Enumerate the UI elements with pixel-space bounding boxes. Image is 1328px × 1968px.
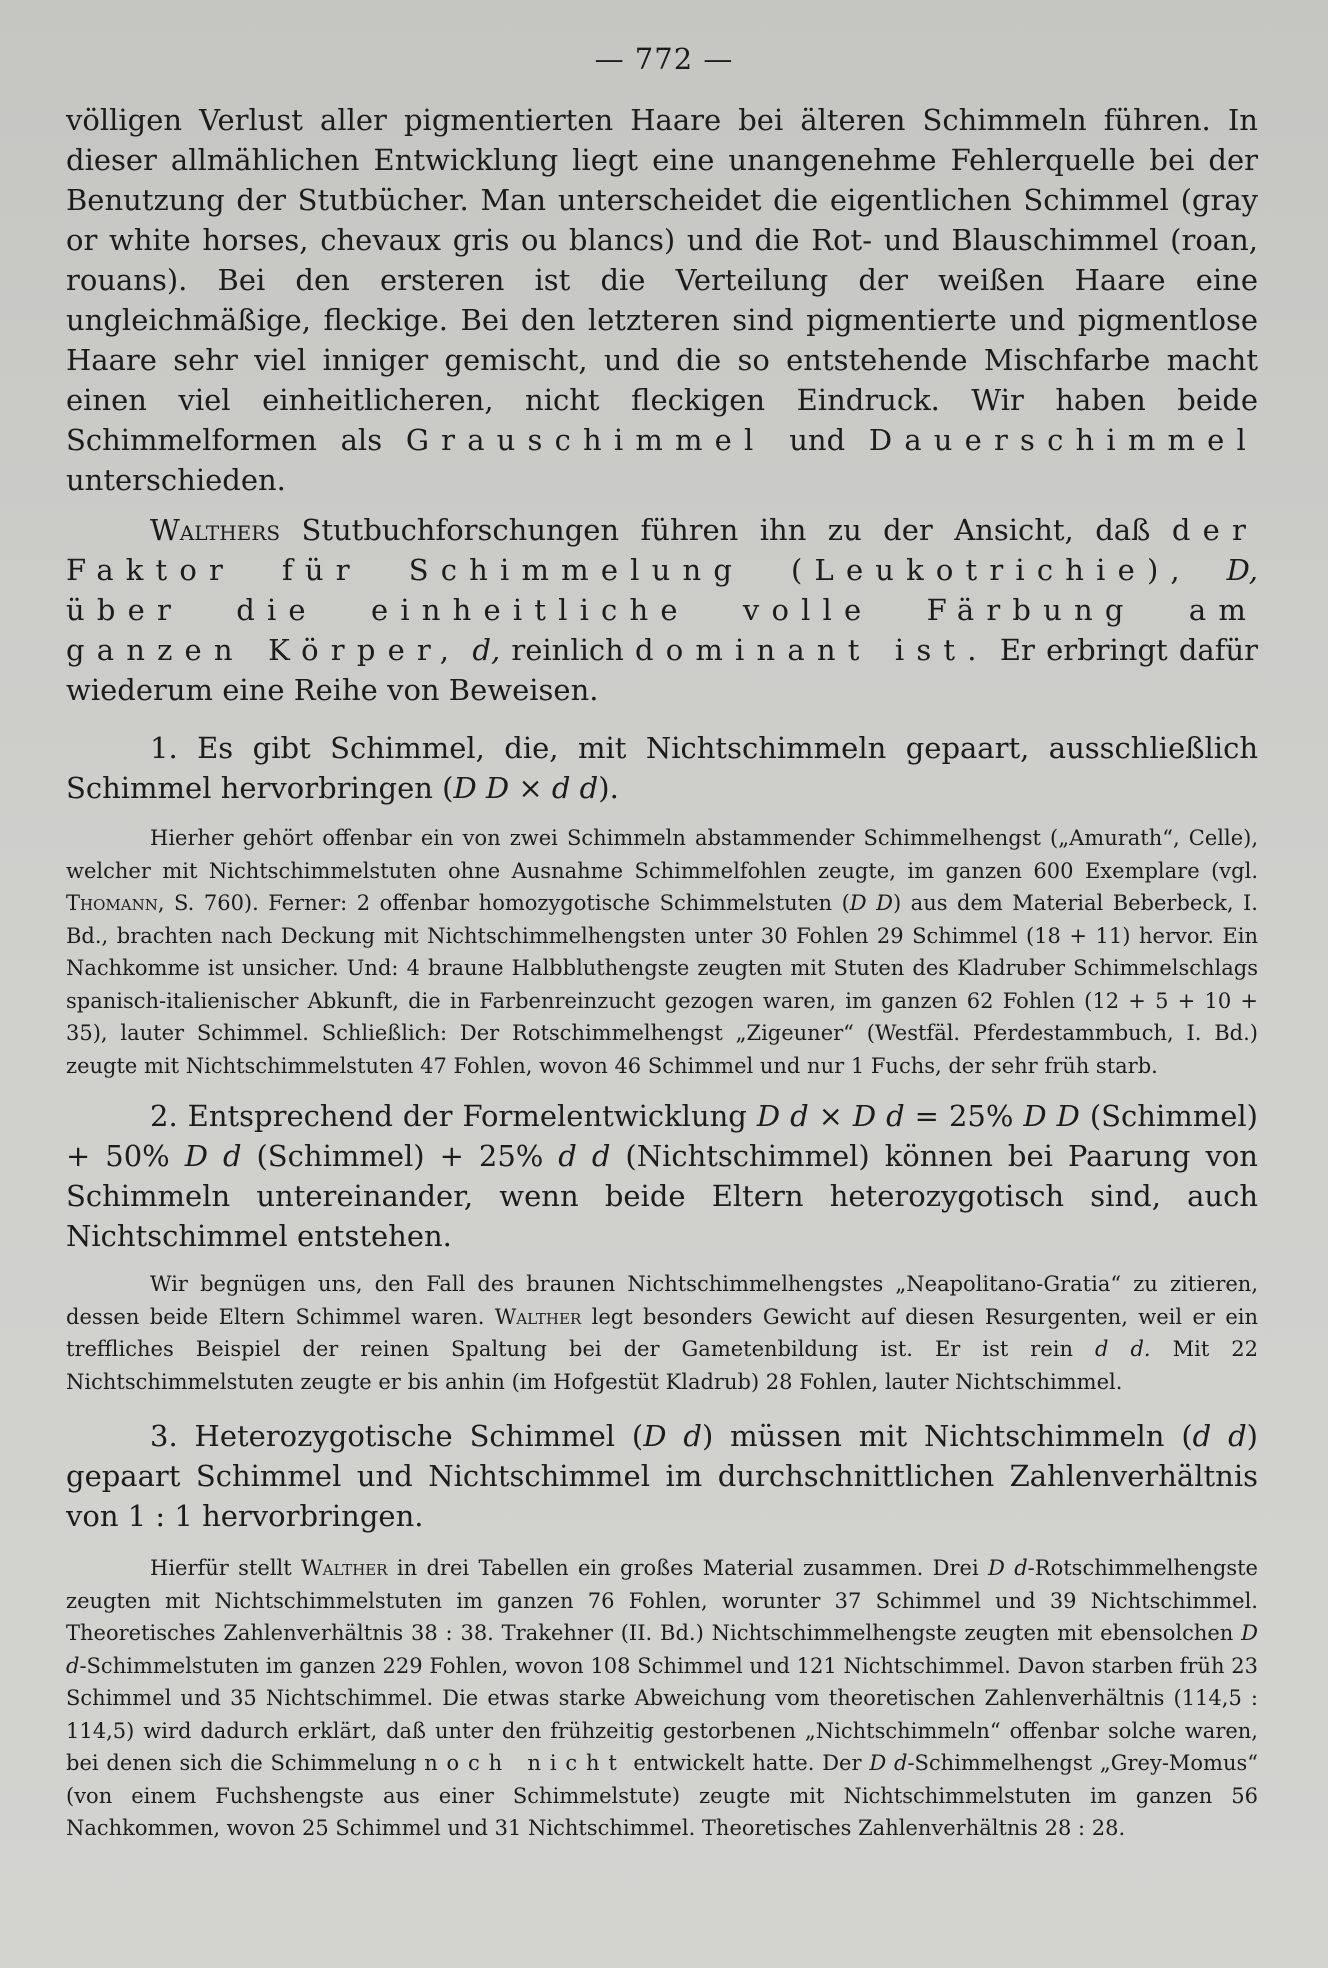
paragraph-evidence-3 bbox=[66, 1552, 1258, 1845]
paragraph-point-3 bbox=[66, 1416, 1258, 1536]
text-run: = 25% bbox=[904, 1099, 1024, 1133]
paragraph-evidence-2 bbox=[66, 1268, 1258, 1398]
text-run: Er erbringt dafür wiederum eine Reihe von Beweisen. bbox=[66, 633, 1258, 707]
paragraph-point-1 bbox=[66, 728, 1258, 808]
formula: D d bbox=[643, 1419, 702, 1453]
text-run: Hierher gehört offenbar ein von zwei Schimmeln abstammender Schimmelhengst („Amurath“, Celle), welcher mit Nichtschimmelstuten ohne Ausnahme Schimmelfohlen zeugte, im ganzen 600 Exemplare (vgl. bbox=[66, 826, 1258, 883]
text-run: -Schimmelhengst „Grey-Momus“ (von einem Fuchshengste aus einer Schimmelstute) zeugte mit Nichtschimmelstuten im ganzen 56 Nachkommen, wovon 25 Schimmel und 31 Nichtschimmel. Theoretisches Zahlenverhältnis 28 : 28. bbox=[66, 1751, 1259, 1840]
text-run: Hierfür stellt bbox=[150, 1556, 302, 1580]
author-name: Walthers bbox=[150, 513, 281, 547]
formula: d d. bbox=[1095, 1337, 1151, 1361]
text-run: Wir begnügen uns, den Fall des braunen Nichtschimmelhengstes „Neapolitano-Gratia“ zu zitieren, dessen beide Eltern Schimmel waren. bbox=[66, 1272, 1258, 1329]
formula: d d bbox=[558, 1139, 611, 1173]
paragraph-intro bbox=[66, 100, 1258, 500]
text-run: reinlich bbox=[500, 633, 635, 667]
paragraph-walther-thesis bbox=[66, 510, 1258, 710]
text-run: in drei Tabellen ein großes Material zusammen. Drei bbox=[387, 1556, 989, 1580]
formula: D d bbox=[988, 1556, 1028, 1580]
author-name: Walther bbox=[494, 1304, 582, 1329]
formula: D d bbox=[869, 1751, 908, 1775]
author-name: Walther bbox=[301, 1556, 388, 1580]
formula: D D × d d bbox=[453, 771, 599, 805]
text-run: ) aus dem Material Beberbeck, I. Bd., brachten nach Deckung mit Nichtschimmelhengsten unter 30 Fohlen 29 Schimmel (18 + 11) hervor. Ein Nachkomme ist unsicher. Und: 4 braune Halbbluthengste zeugten mit Stuten des Kladruber Schimmelschlags spanisch-italienischer Abkunft, die in Farbenreinzucht gezogen waren, im ganzen 62 Fohlen (12 + 5 + 10 + 35), lauter Schimmel. Schließlich: Der Rotschimmelhengst „Zigeuner“ (Westfäl. Pferdestammbuch, I. Bd.) zeugte mit Nichtschimmelstuten 47 Fohlen, wovon 46 Schimmel und nur 1 Fuchs, der sehr früh starb. bbox=[66, 891, 1258, 1078]
text-run: ). bbox=[598, 771, 619, 805]
text-run: ) gepaart Schimmel und Nichtschimmel im durchschnittlichen Zahlenverhältnis von 1 : 1 hervorbringen. bbox=[66, 1419, 1258, 1533]
formula: D d × D d bbox=[756, 1099, 905, 1133]
emphasis-run: der Faktor für Schimmelung (Leukotrichie), bbox=[66, 513, 1258, 587]
text-run: 2. Entsprechend der Formelentwicklung bbox=[150, 1099, 757, 1133]
page-body bbox=[66, 100, 1258, 1857]
page-number: — 772 — bbox=[594, 42, 734, 76]
text-run: , S. 760). Ferner: 2 offenbar homozygotische Schimmelstuten ( bbox=[157, 891, 850, 915]
formula: D D bbox=[849, 891, 893, 915]
text-run: 1. Es gibt Schimmel, die, mit Nichtschimmeln gepaart, ausschließlich Schimmel hervorbringen ( bbox=[66, 731, 1258, 805]
formula: d d bbox=[1192, 1419, 1247, 1453]
term-grauschimmel: Grauschimmel bbox=[405, 423, 766, 457]
formula: D, bbox=[1226, 553, 1259, 587]
author-name: Thomann bbox=[66, 891, 158, 915]
text-run: und bbox=[765, 423, 869, 457]
formula: d, bbox=[472, 633, 501, 667]
text-run: 3. Heterozygotische Schimmel ( bbox=[150, 1419, 644, 1453]
emphasis-run: noch nicht bbox=[424, 1751, 626, 1775]
text-run: unterschieden. bbox=[66, 463, 286, 497]
text-run: Mit 22 Nichtschimmelstuten zeugte er bis anhin (im Hofgestüt Kladrub) 28 Fohlen, lauter Nichtschimmel. bbox=[66, 1337, 1258, 1394]
emphasis-run: dominant ist. bbox=[635, 633, 989, 667]
formula: D d bbox=[184, 1139, 242, 1173]
formula: D d bbox=[66, 1621, 1258, 1678]
text-run: ) müssen mit Nichtschimmeln ( bbox=[701, 1419, 1193, 1453]
emphasis-run: über die einheitliche volle Färbung am ganzen Körper, bbox=[66, 593, 1258, 667]
text-run: (Schimmel) + 50% bbox=[66, 1099, 1258, 1173]
paragraph-point-2 bbox=[66, 1096, 1258, 1256]
formula: D D bbox=[1023, 1099, 1080, 1133]
paragraph-evidence-1 bbox=[66, 822, 1258, 1082]
text-run: völligen Verlust aller pigmentierten Haare bei älteren Schimmeln führen. In dieser allmählichen Entwicklung liegt eine unangenehme Fehlerquelle bei der Benutzung der Stutbücher. Man unterscheidet die eigentlichen Schimmel (gray or white horses, chevaux gris ou blancs) und die Rot- und Blauschimmel (roan, rouans). Bei den ersteren ist die Verteilung der weißen Haare eine ungleichmäßige, fleckige. Bei den letzteren sind pigmentierte und pigmentlose Haare sehr viel inniger gemischt, und die so entstehende Mischfarbe macht einen viel einheitlicheren, nicht fleckigen Eindruck. Wir haben beide Schimmelformen als bbox=[66, 103, 1258, 457]
text-run: Stutbuchforschungen führen ihn zu der Ansicht, daß bbox=[280, 513, 1172, 547]
text-run: -Schimmelstuten im ganzen 229 Fohlen, wovon 108 Schimmel und 121 Nichtschimmel. Davon starben früh 23 Schimmel und 35 Nichtschimmel. Die etwas starke Abweichung vom theoretischen Zahlenverhältnis (114,5 : 114,5) wird dadurch erklärt, daß unter den frühzeitig gestorbenen „Nichtschimmeln“ offenbar solche waren, bei denen sich die Schimmelung bbox=[66, 1653, 1258, 1775]
text-run: (Schimmel) + 25% bbox=[241, 1139, 559, 1173]
text-run: entwickelt hatte. Der bbox=[625, 1751, 870, 1775]
text-run: (Nichtschimmel) können bei Paarung von Schimmeln untereinander, wenn beide Eltern heterozygotisch sind, auch Nichtschimmel entstehen. bbox=[66, 1139, 1258, 1253]
text-run: -Rotschimmelhengste zeugten mit Nichtschimmelstuten im ganzen 76 Fohlen, worunter 37 Schimmel und 39 Nichtschimmel. Theoretisches Zahlenverhältnis 38 : 38. Trakehner (II. Bd.) Nichtschimmelhengste zeugten mit ebensolchen bbox=[66, 1556, 1258, 1645]
text-run: legt besonders Gewicht auf diesen Resurgenten, weil er ein treffliches Beispiel der reinen Spaltung bei der Gametenbildung ist. Er ist rein bbox=[66, 1304, 1258, 1361]
term-dauerschimmel: Dauerschimmel bbox=[868, 423, 1258, 457]
